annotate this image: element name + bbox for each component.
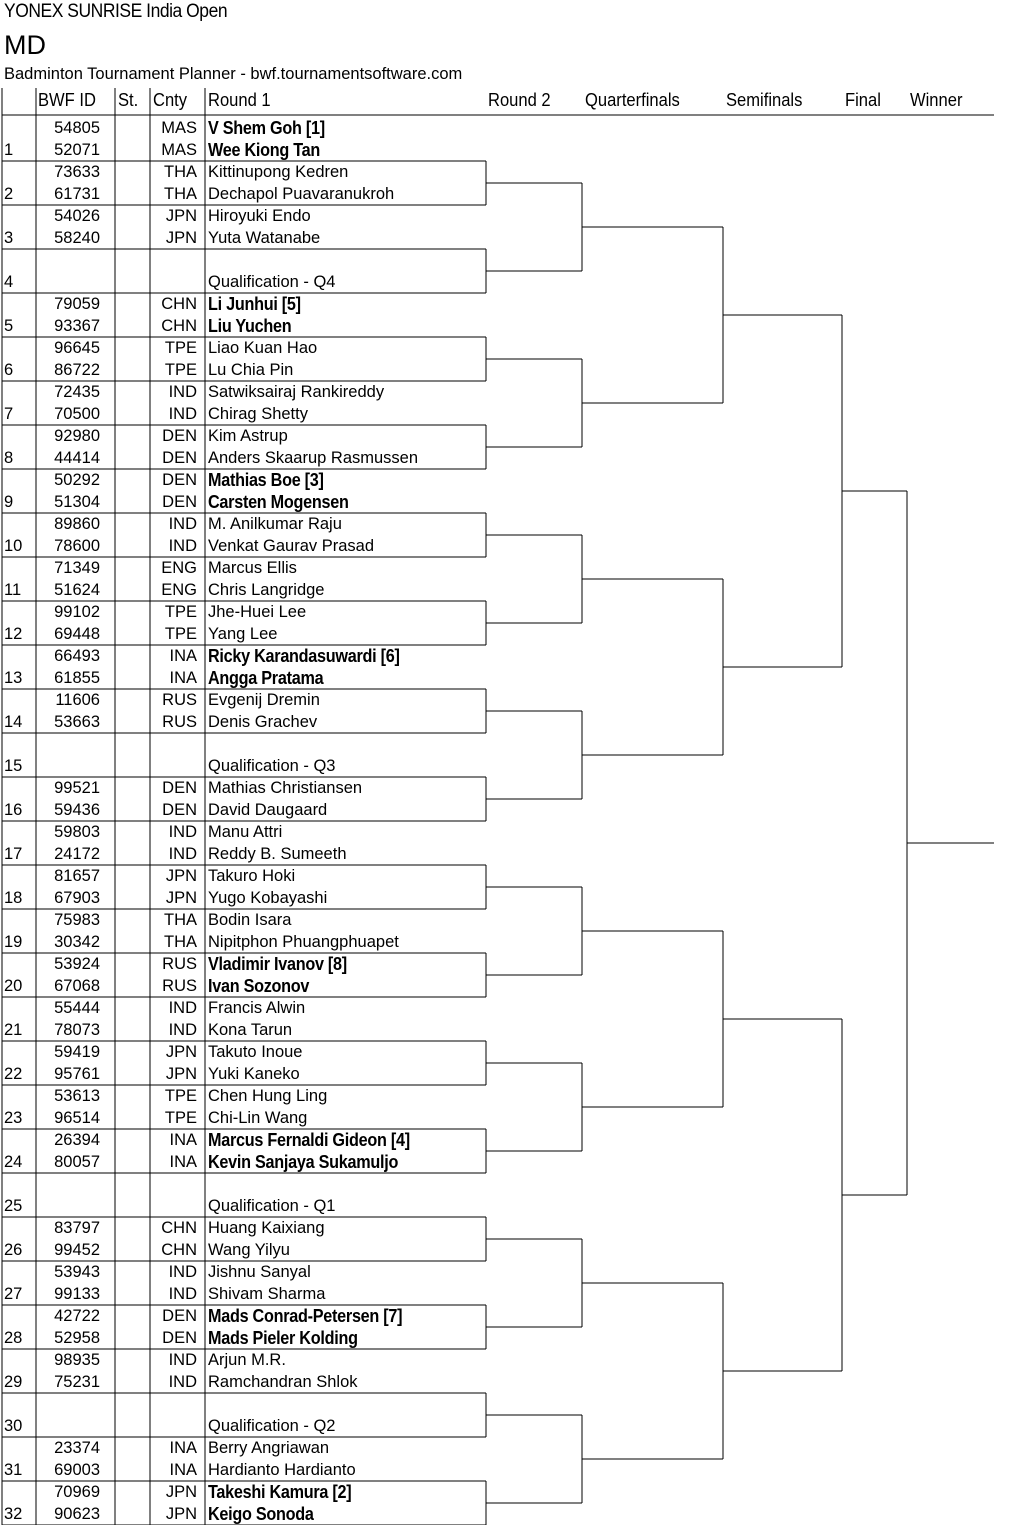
player-bwf-id: 81657 (54, 867, 100, 885)
player-name: Chirag Shetty (208, 405, 308, 423)
player-name: Chris Langridge (208, 581, 325, 599)
player-country: DEN (162, 427, 197, 445)
player-name: Marcus Fernaldi Gideon [4] (208, 1130, 410, 1150)
player-bwf-id: 75983 (54, 911, 100, 929)
qualifier-label: Qualification - Q4 (208, 273, 336, 291)
player-name: Francis Alwin (208, 999, 306, 1017)
player-country: CHN (161, 295, 197, 313)
player-bwf-id: 66493 (54, 647, 100, 665)
draw-position: 12 (4, 625, 23, 643)
player-name: Shivam Sharma (208, 1285, 326, 1303)
player-bwf-id: 79059 (54, 295, 100, 313)
player-country: JPN (165, 207, 197, 225)
player-bwf-id: 96514 (54, 1109, 100, 1127)
column-header-round-1: Round 1 (208, 90, 271, 110)
player-bwf-id: 70500 (54, 405, 100, 423)
player-name: Wang Yilyu (208, 1241, 290, 1259)
player-name: Berry Angriawan (208, 1439, 330, 1457)
player-bwf-id: 54026 (54, 207, 100, 225)
player-country: CHN (161, 317, 197, 335)
player-bwf-id: 61855 (54, 669, 100, 687)
player-bwf-id: 73633 (54, 163, 100, 181)
player-country: JPN (165, 1043, 197, 1061)
player-bwf-id: 86722 (54, 361, 100, 379)
player-country: MAS (161, 119, 197, 137)
draw-position: 2 (4, 185, 14, 203)
player-name: Manu Attri (208, 823, 283, 841)
player-bwf-id: 75231 (54, 1373, 100, 1391)
draw-position: 27 (4, 1285, 23, 1303)
draw-position: 23 (4, 1109, 23, 1127)
player-country: RUS (162, 955, 197, 973)
player-country: JPN (165, 867, 197, 885)
draw-position: 19 (4, 933, 23, 951)
player-name: Takeshi Kamura [2] (208, 1482, 352, 1502)
player-name: Chen Hung Ling (208, 1087, 328, 1105)
player-bwf-id: 72435 (54, 383, 100, 401)
player-bwf-id: 44414 (54, 449, 100, 467)
player-country: THA (164, 933, 197, 951)
column-header-quarterfinals: Quarterfinals (585, 90, 680, 110)
player-bwf-id: 53663 (54, 713, 100, 731)
player-country: INA (169, 1131, 197, 1149)
player-bwf-id: 51304 (54, 493, 100, 511)
player-name: Keigo Sonoda (208, 1504, 314, 1524)
draw-position: 14 (4, 713, 23, 731)
player-bwf-id: 78073 (54, 1021, 100, 1039)
player-name: Yugo Kobayashi (208, 889, 328, 907)
player-name: Takuto Inoue (208, 1043, 303, 1061)
player-bwf-id: 58240 (54, 229, 100, 247)
draw-position: 6 (4, 361, 14, 379)
player-name: Denis Grachev (208, 713, 318, 731)
player-name: Takuro Hoki (208, 867, 296, 885)
player-name: Kevin Sanjaya Sukamuljo (208, 1152, 399, 1172)
player-bwf-id: 23374 (54, 1439, 100, 1457)
player-name: Mads Pieler Kolding (208, 1328, 358, 1348)
player-name: Lu Chia Pin (208, 361, 294, 379)
player-country: DEN (162, 779, 197, 797)
draw-position: 29 (4, 1373, 23, 1391)
column-header-country: Cnty (153, 90, 188, 110)
player-name: Liu Yuchen (208, 316, 292, 336)
draw-position: 32 (4, 1505, 23, 1523)
player-country: IND (168, 1373, 197, 1391)
player-country: IND (168, 845, 197, 863)
player-country: INA (169, 647, 197, 665)
player-name: Jhe-Huei Lee (208, 603, 307, 621)
player-name: V Shem Goh [1] (208, 118, 325, 138)
player-country: DEN (162, 493, 197, 511)
draw-position: 16 (4, 801, 23, 819)
player-bwf-id: 59436 (54, 801, 100, 819)
player-country: IND (168, 1021, 197, 1039)
draw-position: 17 (4, 845, 23, 863)
player-bwf-id: 61731 (54, 185, 100, 203)
player-name: Vladimir Ivanov [8] (208, 954, 347, 974)
player-bwf-id: 99102 (54, 603, 100, 621)
draw-position: 31 (4, 1461, 23, 1479)
player-country: IND (168, 1263, 197, 1281)
player-bwf-id: 24172 (54, 845, 100, 863)
player-country: RUS (162, 977, 197, 995)
player-bwf-id: 98935 (54, 1351, 100, 1369)
draw-position: 5 (4, 317, 14, 335)
player-name: Yang Lee (208, 625, 278, 643)
draw-position: 15 (4, 757, 23, 775)
player-name: Marcus Ellis (208, 559, 297, 577)
column-header-bwf-id: BWF ID (38, 90, 96, 110)
player-country: JPN (165, 229, 197, 247)
player-country: CHN (161, 1219, 197, 1237)
player-name: Ivan Sozonov (208, 976, 310, 996)
player-name: Bodin Isara (208, 911, 292, 929)
draw-position: 28 (4, 1329, 23, 1347)
event-title: MD (4, 30, 46, 60)
player-country: DEN (162, 471, 197, 489)
player-bwf-id: 99521 (54, 779, 100, 797)
player-country: IND (168, 1285, 197, 1303)
player-name: Li Junhui [5] (208, 294, 301, 314)
player-bwf-id: 59419 (54, 1043, 100, 1061)
player-name: M. Anilkumar Raju (208, 515, 342, 533)
column-header-round-2: Round 2 (488, 90, 551, 110)
draw-position: 20 (4, 977, 23, 995)
draw-position: 30 (4, 1417, 23, 1435)
player-country: TPE (164, 603, 197, 621)
player-name: Huang Kaixiang (208, 1219, 325, 1237)
player-country: JPN (165, 1483, 197, 1501)
player-name: Arjun M.R. (208, 1351, 286, 1369)
player-bwf-id: 26394 (54, 1131, 100, 1149)
player-bwf-id: 69448 (54, 625, 100, 643)
player-bwf-id: 99133 (54, 1285, 100, 1303)
player-country: TPE (164, 625, 197, 643)
player-country: TPE (164, 339, 197, 357)
player-bwf-id: 69003 (54, 1461, 100, 1479)
player-bwf-id: 42722 (54, 1307, 100, 1325)
player-country: DEN (162, 449, 197, 467)
player-country: MAS (161, 141, 197, 159)
player-country: THA (164, 185, 197, 203)
player-bwf-id: 52071 (54, 141, 100, 159)
subtitle: Badminton Tournament Planner - bwf.tournamentsoftware.com (4, 65, 463, 83)
player-country: JPN (165, 889, 197, 907)
player-bwf-id: 70969 (54, 1483, 100, 1501)
player-country: IND (168, 823, 197, 841)
player-country: RUS (162, 713, 197, 731)
player-name: Carsten Mogensen (208, 492, 349, 512)
player-name: Satwiksairaj Rankireddy (208, 383, 385, 401)
column-header-winner: Winner (910, 90, 963, 110)
player-country: IND (168, 537, 197, 555)
player-country: INA (169, 1461, 197, 1479)
tournament-title: YONEX SUNRISE India Open (4, 1, 228, 22)
player-bwf-id: 89860 (54, 515, 100, 533)
draw-position: 26 (4, 1241, 23, 1259)
qualifier-label: Qualification - Q1 (208, 1197, 336, 1215)
player-country: IND (168, 405, 197, 423)
player-bwf-id: 83797 (54, 1219, 100, 1237)
column-header-semifinals: Semifinals (726, 90, 803, 110)
player-country: TPE (164, 1109, 197, 1127)
player-country: IND (168, 383, 197, 401)
draw-position: 25 (4, 1197, 23, 1215)
player-bwf-id: 90623 (54, 1505, 100, 1523)
draw-position: 22 (4, 1065, 23, 1083)
player-name: Hiroyuki Endo (208, 207, 311, 225)
player-name: Ricky Karandasuwardi [6] (208, 646, 400, 666)
player-bwf-id: 53924 (54, 955, 100, 973)
player-country: CHN (161, 1241, 197, 1259)
player-name: Anders Skaarup Rasmussen (208, 449, 419, 467)
player-name: Ramchandran Shlok (208, 1373, 358, 1391)
player-bwf-id: 55444 (54, 999, 100, 1017)
player-country: INA (169, 669, 197, 687)
player-country: IND (168, 999, 197, 1017)
player-country: TPE (164, 361, 197, 379)
player-bwf-id: 67068 (54, 977, 100, 995)
player-bwf-id: 11606 (55, 691, 100, 709)
player-country: INA (169, 1439, 197, 1457)
player-name: Yuta Watanabe (208, 229, 321, 247)
player-name: Mads Conrad-Petersen [7] (208, 1306, 403, 1326)
player-country: INA (169, 1153, 197, 1171)
player-bwf-id: 52958 (54, 1329, 100, 1347)
player-country: ENG (161, 581, 197, 599)
player-bwf-id: 80057 (54, 1153, 100, 1171)
player-bwf-id: 53943 (54, 1263, 100, 1281)
player-bwf-id: 30342 (54, 933, 100, 951)
player-name: Jishnu Sanyal (208, 1263, 311, 1281)
player-name: Hardianto Hardianto (208, 1461, 356, 1479)
player-bwf-id: 78600 (54, 537, 100, 555)
player-bwf-id: 71349 (54, 559, 100, 577)
player-name: Mathias Christiansen (208, 779, 363, 797)
player-name: Kona Tarun (208, 1021, 293, 1039)
player-name: David Daugaard (208, 801, 328, 819)
player-bwf-id: 53613 (54, 1087, 100, 1105)
draw-position: 1 (4, 141, 14, 159)
player-name: Wee Kiong Tan (208, 140, 321, 160)
player-country: IND (168, 1351, 197, 1369)
draw-position: 3 (4, 229, 14, 247)
player-name: Yuki Kaneko (208, 1065, 300, 1083)
draw-position: 21 (4, 1021, 23, 1039)
draw-position: 18 (4, 889, 23, 907)
player-bwf-id: 54805 (54, 119, 100, 137)
player-bwf-id: 67903 (54, 889, 100, 907)
player-bwf-id: 93367 (54, 317, 100, 335)
player-name: Liao Kuan Hao (208, 339, 318, 357)
draw-position: 8 (4, 449, 14, 467)
draw-position: 24 (4, 1153, 23, 1171)
draw-position: 10 (4, 537, 23, 555)
player-country: ENG (161, 559, 197, 577)
player-name: Nipitphon Phuangphuapet (208, 933, 399, 951)
player-name: Reddy B. Sumeeth (208, 845, 347, 863)
player-bwf-id: 95761 (54, 1065, 100, 1083)
player-country: THA (164, 911, 197, 929)
player-name: Evgenij Dremin (208, 691, 320, 709)
player-bwf-id: 92980 (54, 427, 100, 445)
draw-position: 13 (4, 669, 23, 687)
draw-position: 7 (4, 405, 14, 423)
player-country: DEN (162, 1307, 197, 1325)
column-header-final: Final (845, 90, 881, 110)
player-country: JPN (165, 1065, 197, 1083)
player-country: DEN (162, 801, 197, 819)
player-bwf-id: 50292 (54, 471, 100, 489)
player-country: RUS (162, 691, 197, 709)
player-bwf-id: 99452 (54, 1241, 100, 1259)
player-name: Kittinupong Kedren (208, 163, 349, 181)
draw-position: 11 (4, 581, 22, 599)
player-bwf-id: 59803 (54, 823, 100, 841)
player-bwf-id: 51624 (54, 581, 100, 599)
player-country: IND (168, 515, 197, 533)
column-header-status: St. (118, 90, 139, 110)
player-name: Chi-Lin Wang (208, 1109, 308, 1127)
player-country: DEN (162, 1329, 197, 1347)
player-name: Venkat Gaurav Prasad (208, 537, 375, 555)
qualifier-label: Qualification - Q2 (208, 1417, 336, 1435)
player-name: Kim Astrup (208, 427, 288, 445)
player-country: THA (164, 163, 197, 181)
player-bwf-id: 96645 (54, 339, 100, 357)
draw-position: 9 (4, 493, 14, 511)
player-country: JPN (165, 1505, 197, 1523)
draw-position: 4 (4, 273, 14, 291)
player-country: TPE (164, 1087, 197, 1105)
player-name: Mathias Boe [3] (208, 470, 324, 490)
qualifier-label: Qualification - Q3 (208, 757, 336, 775)
player-name: Dechapol Puavaranukroh (208, 185, 395, 203)
player-name: Angga Pratama (208, 668, 324, 688)
